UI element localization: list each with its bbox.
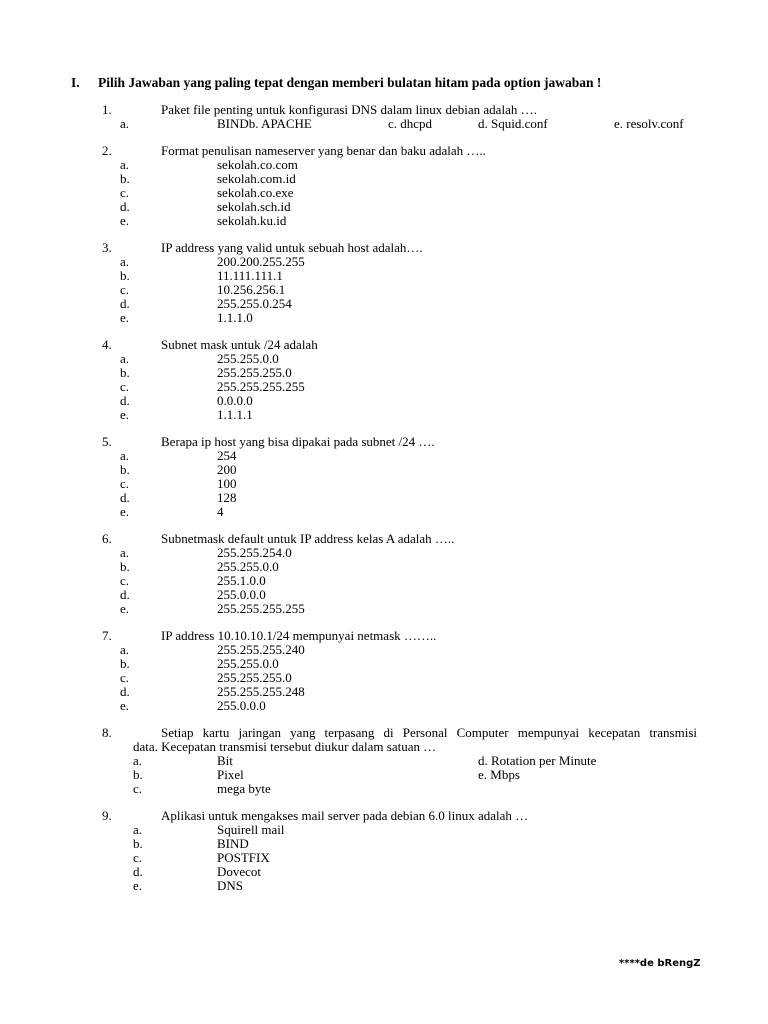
- option-d: [0, 491, 768, 505]
- option-a: [0, 255, 768, 269]
- question-number: 1.: [102, 102, 112, 117]
- option-text: sekolah.sch.id: [217, 199, 291, 214]
- option-a: [0, 754, 768, 768]
- option-letter: a.: [120, 351, 130, 366]
- option-text: 255.255.0.0: [217, 351, 279, 366]
- option-b: [0, 366, 768, 380]
- option-letter: a.: [120, 116, 130, 131]
- option-letter: d.: [120, 490, 130, 505]
- option-letter: a.: [120, 545, 130, 560]
- question-number: 5.: [102, 434, 112, 449]
- option-d: [0, 685, 768, 699]
- option-letter: b.: [120, 268, 130, 283]
- option-text: BIND: [217, 836, 249, 851]
- option-text: 100: [217, 476, 237, 491]
- option-letter: b.: [120, 559, 130, 574]
- option-letter: c.: [133, 850, 143, 865]
- question-text: Format penulisan nameserver yang benar dan baku adalah …..: [161, 143, 486, 158]
- question-text: Berapa ip host yang bisa dipakai pada subnet /24 ….: [161, 434, 435, 449]
- option-text: 11.111.111.1: [217, 268, 283, 283]
- option-letter: c.: [120, 476, 130, 491]
- option-b: [0, 768, 768, 782]
- inline-options: [0, 117, 768, 131]
- option-text: 255.255.255.0: [217, 365, 292, 380]
- option-letter: b.: [133, 836, 143, 851]
- option-c: c. dhcpd: [388, 116, 433, 131]
- question-text-continued: data. Kecepatan transmisi tersebut diukur dalam satuan …: [133, 739, 437, 754]
- option-c: [0, 574, 768, 588]
- option-text: 1.1.1.1: [217, 407, 253, 422]
- option-b: [0, 172, 768, 186]
- option-text: 200: [217, 462, 237, 477]
- option-letter: e.: [133, 878, 143, 893]
- question-8: [0, 726, 768, 796]
- option-letter: d.: [120, 393, 130, 408]
- question-text: IP address 10.10.10.1/24 mempunyai netmask ……..: [161, 628, 437, 643]
- option-d: [0, 297, 768, 311]
- question-9: [0, 809, 768, 893]
- question-3: [0, 241, 768, 325]
- option-letter: e.: [120, 213, 130, 228]
- option-letter: e.: [120, 504, 130, 519]
- option-d: [0, 200, 768, 214]
- option-letter: e.: [120, 310, 130, 325]
- option-a: [0, 158, 768, 172]
- option-letter: b.: [120, 171, 130, 186]
- option-e: [0, 602, 768, 616]
- section-number: I.: [71, 75, 80, 90]
- option-letter: d.: [120, 199, 130, 214]
- option-b: [0, 269, 768, 283]
- option-letter: a.: [120, 157, 130, 172]
- option-e: [0, 505, 768, 519]
- option-text: 255.255.255.255: [217, 379, 305, 394]
- option-text: 255.255.0.0: [217, 559, 279, 574]
- option-text: 255.255.255.0: [217, 670, 292, 685]
- question-number: 4.: [102, 337, 112, 352]
- option-letter: a.: [120, 254, 130, 269]
- option-letter: c.: [133, 781, 143, 796]
- option-a: [0, 352, 768, 366]
- option-a: [0, 546, 768, 560]
- option-a: [0, 449, 768, 463]
- option-c: [0, 851, 768, 865]
- question-text: Subnetmask default untuk IP address kelas A adalah …..: [161, 531, 455, 546]
- option-text: POSTFIX: [217, 850, 270, 865]
- question-number: 3.: [102, 240, 112, 255]
- option-text: 254: [217, 448, 237, 463]
- option-e: [0, 408, 768, 422]
- option-letter: c.: [120, 670, 130, 685]
- option-letter: c.: [120, 379, 130, 394]
- option-text: sekolah.co.com: [217, 157, 298, 172]
- option-letter: d.: [120, 587, 130, 602]
- option-letter: e.: [120, 407, 130, 422]
- option-text: 255.255.255.255: [217, 601, 305, 616]
- option-letter: a.: [120, 642, 130, 657]
- option-c: [0, 283, 768, 297]
- option-letter: d.: [120, 296, 130, 311]
- option-letter: a.: [120, 448, 130, 463]
- question-number: 2.: [102, 143, 112, 158]
- option-d: [0, 588, 768, 602]
- option-text: sekolah.ku.id: [217, 213, 287, 228]
- option-text: 255.0.0.0: [217, 698, 266, 713]
- option-text: 255.255.254.0: [217, 545, 292, 560]
- option-text: 255.255.255.248: [217, 684, 305, 699]
- option-text: 255.255.0.254: [217, 296, 292, 311]
- option-e: e. Mbps: [478, 767, 520, 782]
- option-text: Squirell mail: [217, 822, 285, 837]
- question-text: IP address yang valid untuk sebuah host adalah….: [161, 240, 423, 255]
- option-letter: a.: [133, 822, 143, 837]
- question-text: Setiap kartu jaringan yang terpasang di Personal Computer mempunyai kecepatan transmisi: [161, 725, 697, 740]
- question-1: [0, 103, 768, 131]
- question-4: [0, 338, 768, 422]
- option-e: [0, 311, 768, 325]
- option-e: e. resolv.conf: [614, 116, 684, 131]
- option-letter: b.: [120, 365, 130, 380]
- option-e: [0, 879, 768, 893]
- option-text: 128: [217, 490, 237, 505]
- option-e: [0, 699, 768, 713]
- section-instruction: Pilih Jawaban yang paling tepat dengan memberi bulatan hitam pada option jawaban !: [98, 75, 602, 90]
- option-text: 4: [217, 504, 224, 519]
- option-c: [0, 380, 768, 394]
- option-b: [0, 657, 768, 671]
- option-letter: c.: [120, 573, 130, 588]
- question-5: [0, 435, 768, 519]
- option-letter: c.: [120, 282, 130, 297]
- option-text: sekolah.co.exe: [217, 185, 294, 200]
- question-text: Paket file penting untuk konfigurasi DNS dalam linux debian adalah ….: [161, 102, 537, 117]
- option-letter: d.: [133, 864, 143, 879]
- option-letter: b.: [133, 767, 143, 782]
- option-text: 255.0.0.0: [217, 587, 266, 602]
- option-text: sekolah.com.id: [217, 171, 296, 186]
- option-c: [0, 671, 768, 685]
- option-text: DNS: [217, 878, 244, 893]
- option-b: [0, 560, 768, 574]
- question-text: Subnet mask untuk /24 adalah: [161, 337, 318, 352]
- option-text: mega byte: [217, 781, 271, 796]
- option-text: BINDb. APACHE: [217, 116, 312, 131]
- option-d: d. Rotation per Minute: [478, 753, 597, 768]
- option-c: [0, 782, 768, 796]
- option-c: [0, 477, 768, 491]
- option-letter: d.: [120, 684, 130, 699]
- option-text: 1.1.1.0: [217, 310, 253, 325]
- question-number: 9.: [102, 808, 112, 823]
- question-2: [0, 144, 768, 228]
- option-d: [0, 394, 768, 408]
- option-d: d. Squid.conf: [478, 116, 548, 131]
- option-b: [0, 463, 768, 477]
- option-text: 200.200.255.255: [217, 254, 305, 269]
- option-letter: b.: [120, 656, 130, 671]
- option-e: [0, 214, 768, 228]
- option-letter: b.: [120, 462, 130, 477]
- option-letter: c.: [120, 185, 130, 200]
- option-text: 255.255.255.240: [217, 642, 305, 657]
- footer-signature: ****de bRengZ: [619, 958, 701, 969]
- option-text: Dovecot: [217, 864, 262, 879]
- question-7: [0, 629, 768, 713]
- option-text: 10.256.256.1: [217, 282, 286, 297]
- option-letter: a.: [133, 753, 143, 768]
- question-6: [0, 532, 768, 616]
- question-text: Aplikasi untuk mengakses mail server pada debian 6.0 linux adalah …: [161, 808, 529, 823]
- option-d: [0, 865, 768, 879]
- option-text: Pixel: [217, 767, 244, 782]
- option-c: [0, 186, 768, 200]
- option-letter: e.: [120, 601, 130, 616]
- question-number: 6.: [102, 531, 112, 546]
- option-b: [0, 837, 768, 851]
- section-heading: [71, 75, 601, 91]
- question-number: 7.: [102, 628, 112, 643]
- option-text: 255.255.0.0: [217, 656, 279, 671]
- option-text: 255.1.0.0: [217, 573, 266, 588]
- question-number: 8.: [102, 725, 112, 740]
- option-a: [0, 643, 768, 657]
- option-a: [0, 823, 768, 837]
- option-text: Bit: [217, 753, 233, 768]
- option-letter: e.: [120, 698, 130, 713]
- question-list: [0, 103, 768, 906]
- option-text: 0.0.0.0: [217, 393, 253, 408]
